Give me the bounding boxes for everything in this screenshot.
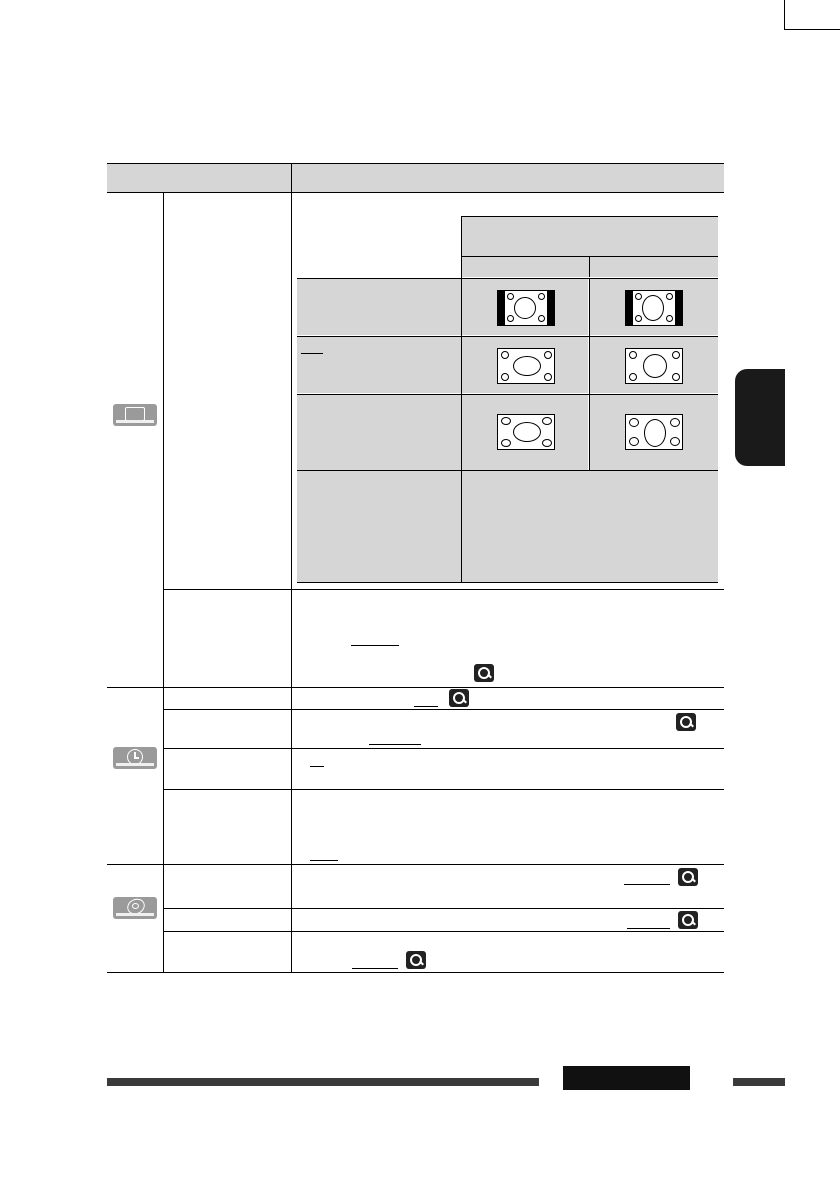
- magnifier-icon: [678, 911, 698, 929]
- aspect-wide-image: [497, 348, 555, 384]
- footer-rule: [107, 1078, 539, 1086]
- aspect-pillarbox-image: [497, 290, 555, 326]
- aspect-table-header: [461, 216, 718, 256]
- table-header-row: [107, 164, 724, 192]
- crop-mark-top-horizontal: [784, 29, 840, 30]
- disc-icon: [113, 897, 157, 919]
- footer-page-box: [563, 1066, 690, 1090]
- aspect-normal-image: [625, 348, 683, 384]
- aspect-stretch-image: [497, 414, 555, 450]
- aspect-pillarbox-image-2: [625, 290, 683, 326]
- magnifier-icon: [678, 868, 698, 886]
- aspect-full-image: [625, 414, 683, 450]
- clock-icon: [113, 747, 157, 769]
- magnifier-icon: [406, 951, 426, 969]
- magnifier-icon: [449, 689, 469, 707]
- crop-mark-top-vertical: [784, 0, 785, 30]
- footer-rule-right: [733, 1078, 785, 1086]
- monitor-icon: [113, 404, 157, 426]
- magnifier-icon: [474, 664, 494, 682]
- side-chapter-tab: [735, 369, 785, 466]
- magnifier-icon: [676, 713, 696, 731]
